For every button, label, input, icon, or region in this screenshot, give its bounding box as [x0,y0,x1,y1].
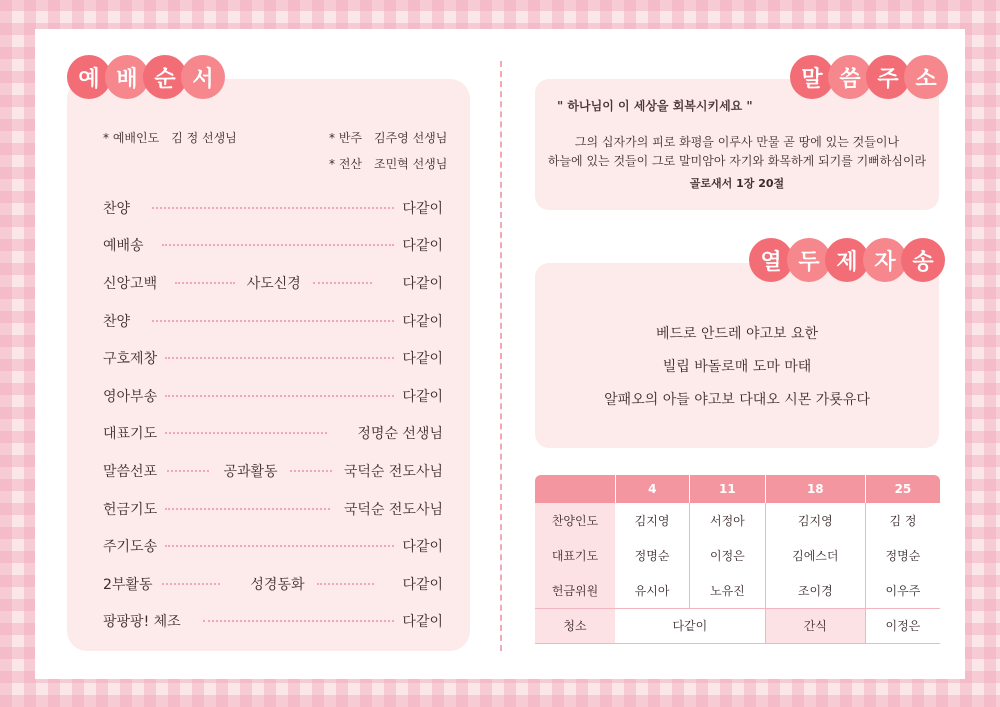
verse-line: 그의 십자가의 피로 화평을 이루사 만물 곧 땅에 있는 것들이나 [574,135,900,149]
dotted-leader [162,583,220,585]
order-item-name: 찬양 [103,200,131,217]
dotted-leader [165,508,330,510]
duty-table [535,475,940,644]
duty-cell: 정명순 [885,549,921,563]
order-item-name: 팡팡팡! 체조 [103,614,181,631]
order-item [103,603,443,641]
duty-cell: 정명순 [615,538,690,573]
order-list [103,189,443,640]
center-divider [500,61,502,651]
disciples-line: 베드로 안드레 야고보 요한 [655,326,819,342]
sermon-verse [535,133,939,171]
order-item-name: 대표기도 [103,426,158,443]
leader-left [103,129,237,155]
order-item-name: 예배송 [103,238,144,255]
title-bubble: 열 [749,238,793,282]
duty-cell: 이정은 [690,538,766,573]
order-item-name: 신앙고백 [103,275,158,292]
order-item-who: 다같이 [402,313,443,330]
title-bubble: 두 [787,238,831,282]
snack-value: 이정은 [865,608,940,643]
title-bubble: 소 [904,55,948,99]
title-bubble: 순 [143,55,187,99]
order-item-name: 2부활동 [103,576,153,593]
duty-cell: 김에스더 [765,538,865,573]
duty-label: 대표기도 [535,538,615,573]
order-item-name: 말씀선포 [103,463,158,480]
dotted-leader [313,282,373,284]
disciples-line: 알패오의 아들 야고보 다대오 시몬 가룟유다 [604,392,870,408]
order-item [103,490,443,528]
verse-reference: 골로새서 1장 20절 [689,177,785,190]
order-item [103,302,443,340]
leader-value: 김 정 선생님 [171,131,237,145]
order-item [103,264,443,302]
duty-cell: 김지영 [765,503,865,538]
order-item-name: 헌금기도 [103,501,158,518]
order-item [103,415,443,453]
order-item [103,452,443,490]
duty-cell: 서정아 [690,503,766,538]
order-item-mid: 사도신경 [246,275,301,292]
title-bubble: 서 [181,55,225,99]
order-item-name: 구호제창 [103,351,158,368]
duty-cell: 조이경 [765,573,865,608]
title-bubble: 제 [825,238,869,282]
duty-cell: 김지영 [615,503,690,538]
worship-order-panel [67,79,470,651]
dotted-leader [175,282,235,284]
dotted-leader [162,244,395,246]
order-item-name: 찬양 [103,313,131,330]
order-item-who: 다같이 [402,614,443,631]
dotted-leader [165,432,327,434]
title-bubble: 씀 [828,55,872,99]
dotted-leader [165,545,394,547]
dotted-leader [152,320,394,322]
leader-right [329,129,447,181]
order-item-who: 다같이 [402,238,443,255]
dotted-leader [203,620,395,622]
duty-cell: 유시아 [615,573,690,608]
title-bubble: 배 [105,55,149,99]
duty-header: 11 [690,475,766,503]
duty-header-row [535,475,940,503]
title-bubble: 주 [866,55,910,99]
order-item-name: 영아부송 [103,388,158,405]
leader-key: * 예배인도 [103,131,160,145]
order-item-who: 정명순 선생님 [357,426,443,443]
order-item [103,565,443,603]
order-item [103,527,443,565]
duty-cell: 김 정 [889,514,917,528]
duty-cell: 이우주 [885,583,921,598]
duty-header: 25 [865,475,940,503]
order-item [103,339,443,377]
verse-line: 하늘에 있는 것들이 그로 말미암아 자기와 화목하게 되기를 기뻐하심이라 [547,154,927,168]
title-bubble: 송 [901,238,945,282]
dotted-leader [317,583,375,585]
leader-key: * 전산 [329,157,362,171]
order-item-mid: 성경동화 [250,576,305,593]
dotted-leader [165,395,394,397]
leader-value: 김주영 선생님 [374,131,448,145]
title-bubble: 말 [790,55,834,99]
order-item [103,377,443,415]
order-item-who: 국덕순 전도사님 [343,463,443,480]
order-item-name: 주기도송 [103,539,158,556]
sermon-heading: " 하나님이 이 세상을 회복시키세요 " [557,99,753,113]
order-item-who: 다같이 [402,200,443,217]
order-item-who: 다같이 [402,351,443,368]
cleaning-value: 다같이 [615,608,765,643]
duty-label: 헌금위원 [535,573,615,608]
duty-header: 4 [615,475,690,503]
duty-row [535,503,940,538]
dotted-leader [165,357,394,359]
disciples-panel [535,263,939,448]
order-item [103,189,443,227]
duty-row [535,573,940,608]
title-bubble: 자 [863,238,907,282]
duty-row [535,538,940,573]
duty-row-cleaning [535,608,940,643]
duty-label: 청소 [535,608,615,643]
duty-header: 18 [765,475,865,503]
disciples-line: 빌립 바돌로매 도마 마태 [662,359,812,375]
duty-cell: 노유진 [690,573,766,608]
order-item-who: 다같이 [402,576,444,593]
dotted-leader [167,470,209,472]
order-item-who: 다같이 [402,275,444,292]
duty-label: 찬양인도 [535,503,615,538]
order-item [103,227,443,265]
sermon-title [790,55,942,99]
disciples-title [749,238,939,282]
bulletin-page [35,29,965,679]
leader-key: * 반주 [329,131,362,145]
title-bubble: 예 [67,55,111,99]
order-item-mid: 공과활동 [223,463,278,480]
order-item-who: 다같이 [402,388,443,405]
dotted-leader [152,207,394,209]
order-title [67,55,219,99]
leader-value: 조민혁 선생님 [374,157,448,171]
dotted-leader [290,470,332,472]
order-item-who: 국덕순 전도사님 [343,501,443,518]
snack-label: 간식 [765,608,865,643]
duty-header [535,475,615,503]
order-item-who: 다같이 [402,539,443,556]
